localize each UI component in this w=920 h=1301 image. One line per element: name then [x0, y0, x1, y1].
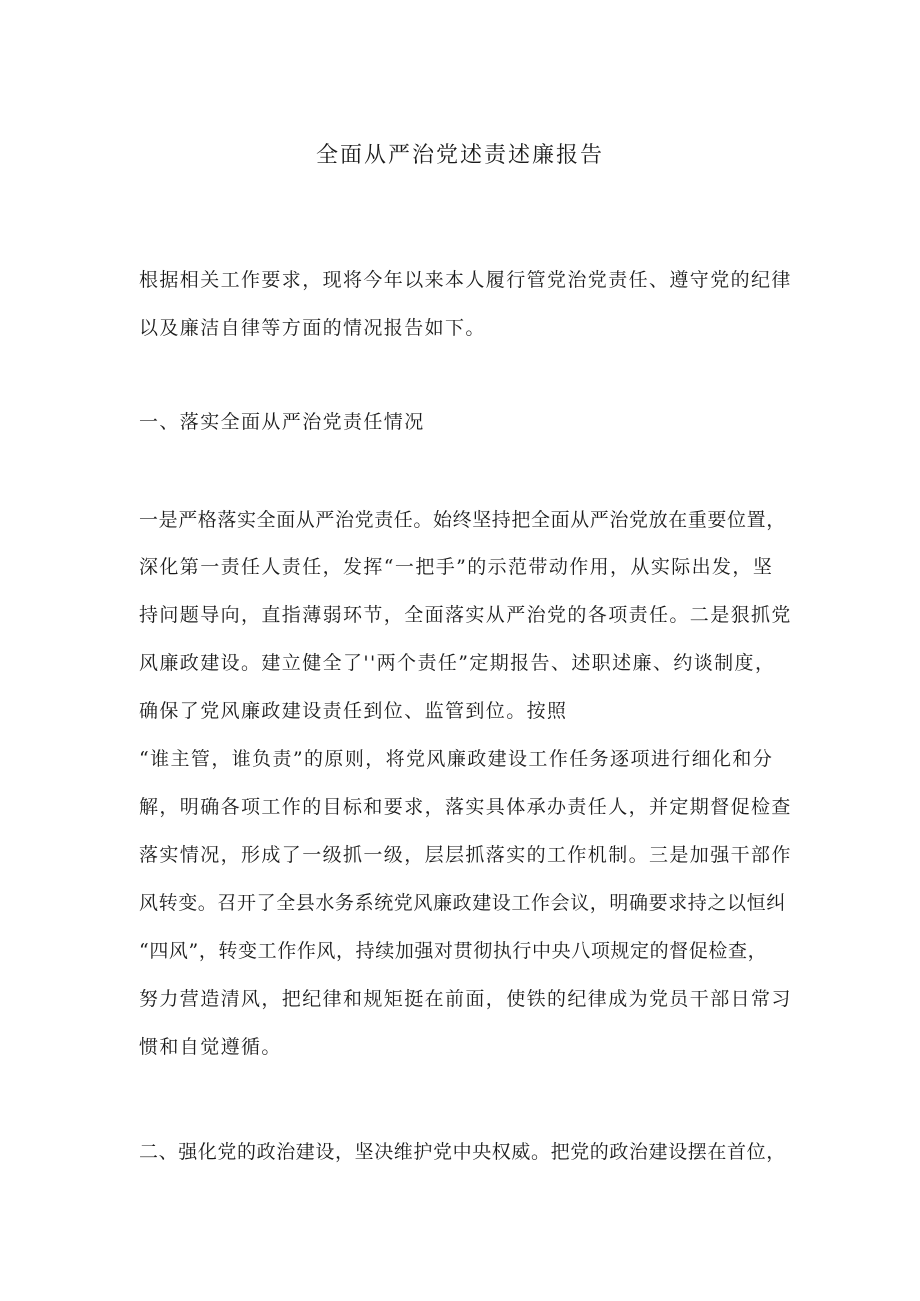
paragraph-intro-line-1: 根据相关工作要求，现将今年以来本人履行管党治党责任、遵守党的纪律 — [139, 269, 792, 291]
paragraph-body-line-11: 努力营造清风，把纪律和规矩挺在前面，使铁的纪律成为党员干部日常习 — [139, 988, 792, 1010]
paragraph-intro-line-2: 以及廉洁自律等方面的情况报告如下。 — [139, 317, 486, 339]
paragraph-body-line-4: 风廉政建设。建立健全了''两个责任”定期报告、述职述廉、约谈制度， — [139, 652, 776, 674]
paragraph-body-line-3: 持问题导向，直指薄弱环节，全面落实从严治党的各项责任。二是狠抓党 — [139, 604, 792, 626]
paragraph-body-line-2: 深化第一责任人责任，发挥“一把手”的示范带动作用，从实际出发，坚 — [139, 556, 774, 578]
paragraph-body-line-12: 惯和自觉遵循。 — [139, 1036, 282, 1058]
paragraph-body-line-9: 风转变。召开了全县水务系统党风廉政建设工作会议，明确要求持之以恒纠 — [139, 892, 786, 914]
paragraph-body-line-1: 一是严格落实全面从严治党责任。始终坚持把全面从严治党放在重要位置， — [139, 509, 786, 531]
paragraph-body-line-7: 解，明确各项工作的目标和要求，落实具体承办责任人，并定期督促检查 — [139, 796, 792, 818]
section-heading-2: 二、强化党的政治建设，坚决维护党中央权威。把党的政治建设摆在首位， — [139, 1141, 786, 1163]
document-title: 全面从严治党述责述廉报告 — [315, 143, 604, 168]
paragraph-body-line-10: “四风”，转变工作作风，持续加强对贯彻执行中央八项规定的督促检查， — [139, 940, 768, 962]
paragraph-body-line-8: 落实情况，形成了一级抓一级，层层抓落实的工作机制。三是加强干部作 — [139, 844, 792, 866]
paragraph-body-line-6: “谁主管，谁负责”的原则，将党风廉政建设工作任务逐项进行细化和分 — [139, 748, 774, 770]
section-heading-1: 一、落实全面从严治党责任情况 — [139, 411, 425, 433]
paragraph-body-line-5: 确保了党风廉政建设责任到位、监管到位。按照 — [139, 700, 568, 722]
